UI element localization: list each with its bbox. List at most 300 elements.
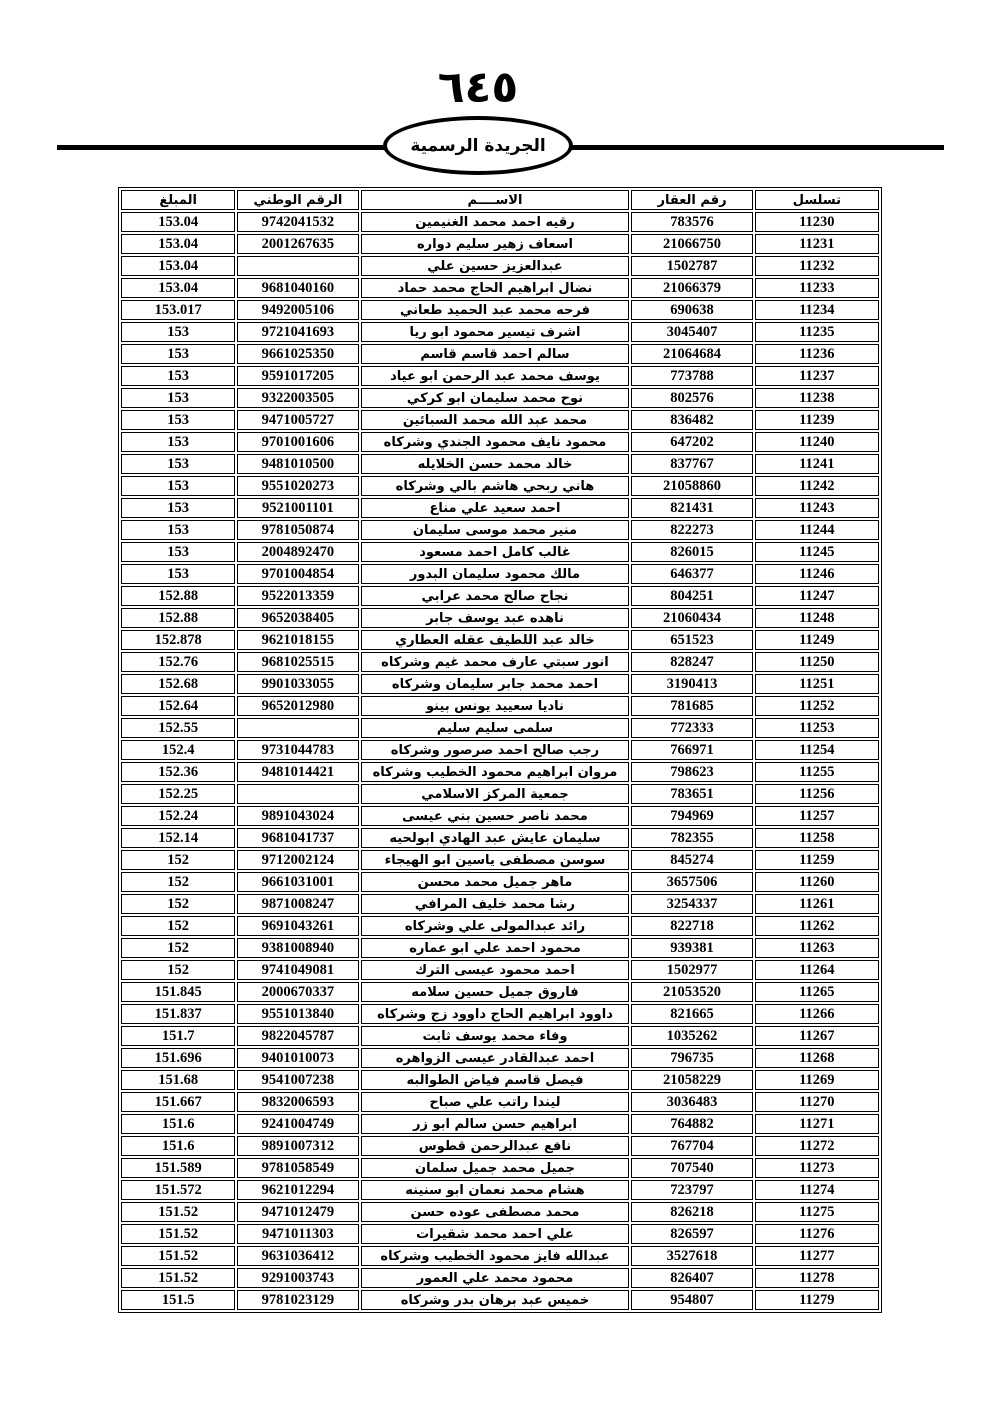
- records-table: [118, 187, 882, 1313]
- serial-cell: 11231: [755, 234, 879, 254]
- gazette-title-oval: [383, 116, 573, 175]
- table-row: [121, 894, 879, 914]
- table-row: [121, 916, 879, 936]
- name-cell: هاني ربحي هاشم بالي وشركاه: [361, 476, 630, 496]
- table-row: [121, 454, 879, 474]
- serial-cell: 11269: [755, 1070, 879, 1090]
- name-cell: سلمى سليم سليم: [361, 718, 630, 738]
- property-number-cell: 828247: [631, 652, 752, 672]
- name-cell: احمد سعيد علي مناع: [361, 498, 630, 518]
- table-row: [121, 1092, 879, 1112]
- name-cell: جميل محمد جميل سلمان: [361, 1158, 630, 1178]
- national-number-cell: 9241004749: [237, 1114, 358, 1134]
- amount-cell: 153: [121, 322, 235, 342]
- name-cell: غالب كامل احمد مسعود: [361, 542, 630, 562]
- name-cell: محمود محمد علي العمور: [361, 1268, 630, 1288]
- property-number-cell: 802576: [631, 388, 752, 408]
- amount-cell: 152.36: [121, 762, 235, 782]
- amount-cell: 152.64: [121, 696, 235, 716]
- table-row: [121, 630, 879, 650]
- property-number-cell: 651523: [631, 630, 752, 650]
- serial-cell: 11247: [755, 586, 879, 606]
- col-header-amount: المبلغ: [121, 190, 235, 210]
- name-cell: عبدالعزيز حسين علي: [361, 256, 630, 276]
- national-number-cell: 9621012294: [237, 1180, 358, 1200]
- national-number-cell: [237, 718, 358, 738]
- serial-cell: 11270: [755, 1092, 879, 1112]
- name-cell: هشام محمد نعمان ابو سنينه: [361, 1180, 630, 1200]
- name-cell: نضال ابراهيم الحاج محمد حماد: [361, 278, 630, 298]
- serial-cell: 11258: [755, 828, 879, 848]
- table-row: [121, 806, 879, 826]
- serial-cell: 11275: [755, 1202, 879, 1222]
- serial-cell: 11245: [755, 542, 879, 562]
- property-number-cell: 21053520: [631, 982, 752, 1002]
- national-number-cell: 9781058549: [237, 1158, 358, 1178]
- amount-cell: 153.04: [121, 256, 235, 276]
- name-cell: رائد عبدالمولى علي وشركاه: [361, 916, 630, 936]
- name-cell: خالد محمد حسن الخلايله: [361, 454, 630, 474]
- serial-cell: 11236: [755, 344, 879, 364]
- property-number-cell: 822718: [631, 916, 752, 936]
- name-cell: فيصل قاسم فياض الطوالبه: [361, 1070, 630, 1090]
- gazette-title: الجريدة الرسمية: [410, 135, 546, 156]
- property-number-cell: 772333: [631, 718, 752, 738]
- amount-cell: 152.4: [121, 740, 235, 760]
- serial-cell: 11239: [755, 410, 879, 430]
- property-number-cell: 804251: [631, 586, 752, 606]
- property-number-cell: 646377: [631, 564, 752, 584]
- serial-cell: 11271: [755, 1114, 879, 1134]
- property-number-cell: 845274: [631, 850, 752, 870]
- table-row: [121, 674, 879, 694]
- national-number-cell: 9471011303: [237, 1224, 358, 1244]
- table-row: [121, 784, 879, 804]
- name-cell: محمود احمد علي ابو عماره: [361, 938, 630, 958]
- amount-cell: 151.6: [121, 1136, 235, 1156]
- serial-cell: 11243: [755, 498, 879, 518]
- serial-cell: 11264: [755, 960, 879, 980]
- serial-cell: 11230: [755, 212, 879, 232]
- property-number-cell: 21058860: [631, 476, 752, 496]
- table-row: [121, 344, 879, 364]
- serial-cell: 11276: [755, 1224, 879, 1244]
- amount-cell: 153: [121, 454, 235, 474]
- amount-cell: 152.14: [121, 828, 235, 848]
- table-body: [121, 212, 879, 1310]
- name-cell: مالك محمود سليمان البدور: [361, 564, 630, 584]
- amount-cell: 152.55: [121, 718, 235, 738]
- property-number-cell: 1502787: [631, 256, 752, 276]
- name-cell: فرحه محمد عبد الحميد طعاني: [361, 300, 630, 320]
- property-number-cell: 3190413: [631, 674, 752, 694]
- national-number-cell: 9701001606: [237, 432, 358, 452]
- table-row: [121, 1268, 879, 1288]
- amount-cell: 153: [121, 542, 235, 562]
- table-row: [121, 1136, 879, 1156]
- name-cell: ناديا سعييد يونس بينو: [361, 696, 630, 716]
- amount-cell: 153: [121, 366, 235, 386]
- property-number-cell: 783651: [631, 784, 752, 804]
- national-number-cell: 9781050874: [237, 520, 358, 540]
- property-number-cell: 836482: [631, 410, 752, 430]
- name-cell: احمد محمود عيسى الترك: [361, 960, 630, 980]
- national-number-cell: 9322003505: [237, 388, 358, 408]
- serial-cell: 11279: [755, 1290, 879, 1310]
- amount-cell: 152: [121, 872, 235, 892]
- table-row: [121, 520, 879, 540]
- national-number-cell: 9591017205: [237, 366, 358, 386]
- name-cell: انور سبتي عارف محمد غيم وشركاه: [361, 652, 630, 672]
- serial-cell: 11274: [755, 1180, 879, 1200]
- serial-cell: 11278: [755, 1268, 879, 1288]
- national-number-cell: 9652038405: [237, 608, 358, 628]
- serial-cell: 11267: [755, 1026, 879, 1046]
- table-row: [121, 498, 879, 518]
- national-number-cell: 9701004854: [237, 564, 358, 584]
- serial-cell: 11246: [755, 564, 879, 584]
- table-row: [121, 476, 879, 496]
- property-number-cell: 21066750: [631, 234, 752, 254]
- name-cell: ابراهيم حسن سالم ابو زر: [361, 1114, 630, 1134]
- col-header-serial: تسلسل: [755, 190, 879, 210]
- name-cell: مروان ابراهيم محمود الخطيب وشركاه: [361, 762, 630, 782]
- property-number-cell: 821431: [631, 498, 752, 518]
- table-header-row: [121, 190, 879, 210]
- national-number-cell: 9691043261: [237, 916, 358, 936]
- serial-cell: 11238: [755, 388, 879, 408]
- national-number-cell: 9742041532: [237, 212, 358, 232]
- national-number-cell: 9741049081: [237, 960, 358, 980]
- col-header-name: الاســــم: [361, 190, 630, 210]
- national-number-cell: 9871008247: [237, 894, 358, 914]
- name-cell: جمعية المركز الاسلامي: [361, 784, 630, 804]
- table-row: [121, 652, 879, 672]
- name-cell: محمد عبد الله محمد السبائين: [361, 410, 630, 430]
- property-number-cell: 766971: [631, 740, 752, 760]
- table-row: [121, 1026, 879, 1046]
- national-number-cell: 9661031001: [237, 872, 358, 892]
- name-cell: فاروق جميل حسين سلامه: [361, 982, 630, 1002]
- serial-cell: 11260: [755, 872, 879, 892]
- table-row: [121, 410, 879, 430]
- amount-cell: 151.68: [121, 1070, 235, 1090]
- name-cell: خالد عبد اللطيف عقله العطاري: [361, 630, 630, 650]
- amount-cell: 153: [121, 388, 235, 408]
- table-row: [121, 1202, 879, 1222]
- name-cell: داوود ابراهيم الحاج داوود زج وشركاه: [361, 1004, 630, 1024]
- table-row: [121, 982, 879, 1002]
- national-number-cell: 2004892470: [237, 542, 358, 562]
- national-number-cell: 9891043024: [237, 806, 358, 826]
- serial-cell: 11262: [755, 916, 879, 936]
- amount-cell: 153: [121, 520, 235, 540]
- table-row: [121, 234, 879, 254]
- amount-cell: 153.04: [121, 278, 235, 298]
- amount-cell: 151.6: [121, 1114, 235, 1134]
- property-number-cell: 707540: [631, 1158, 752, 1178]
- amount-cell: 153: [121, 344, 235, 364]
- name-cell: احمد محمد جابر سليمان وشركاه: [361, 674, 630, 694]
- amount-cell: 152.88: [121, 586, 235, 606]
- property-number-cell: 3254337: [631, 894, 752, 914]
- national-number-cell: 9631036412: [237, 1246, 358, 1266]
- amount-cell: 152.68: [121, 674, 235, 694]
- table-row: [121, 872, 879, 892]
- national-number-cell: 9681040160: [237, 278, 358, 298]
- table-row: [121, 388, 879, 408]
- table-row: [121, 278, 879, 298]
- amount-cell: 152: [121, 894, 235, 914]
- property-number-cell: 21060434: [631, 608, 752, 628]
- amount-cell: 152.25: [121, 784, 235, 804]
- national-number-cell: 9291003743: [237, 1268, 358, 1288]
- name-cell: يوسف محمد عبد الرحمن ابو عياد: [361, 366, 630, 386]
- table-row: [121, 718, 879, 738]
- table-row: [121, 256, 879, 276]
- amount-cell: 153: [121, 498, 235, 518]
- property-number-cell: 782355: [631, 828, 752, 848]
- national-number-cell: 9522013359: [237, 586, 358, 606]
- amount-cell: 152.24: [121, 806, 235, 826]
- serial-cell: 11268: [755, 1048, 879, 1068]
- serial-cell: 11251: [755, 674, 879, 694]
- amount-cell: 151.52: [121, 1224, 235, 1244]
- national-number-cell: 9492005106: [237, 300, 358, 320]
- property-number-cell: 826015: [631, 542, 752, 562]
- national-number-cell: 9381008940: [237, 938, 358, 958]
- amount-cell: 152: [121, 938, 235, 958]
- national-number-cell: 9712002124: [237, 850, 358, 870]
- serial-cell: 11233: [755, 278, 879, 298]
- table-row: [121, 850, 879, 870]
- property-number-cell: 822273: [631, 520, 752, 540]
- property-number-cell: 954807: [631, 1290, 752, 1310]
- name-cell: عبدالله فايز محمود الخطيب وشركاه: [361, 1246, 630, 1266]
- amount-cell: 151.837: [121, 1004, 235, 1024]
- property-number-cell: 767704: [631, 1136, 752, 1156]
- serial-cell: 11240: [755, 432, 879, 452]
- national-number-cell: 9781023129: [237, 1290, 358, 1310]
- name-cell: رشا محمد خليف المرافي: [361, 894, 630, 914]
- national-number-cell: 9521001101: [237, 498, 358, 518]
- page-number: ٦٤٥: [437, 62, 519, 113]
- name-cell: سوسن مصطفى ياسين ابو الهيجاء: [361, 850, 630, 870]
- table-row: [121, 1048, 879, 1068]
- amount-cell: 152.878: [121, 630, 235, 650]
- table-row: [121, 828, 879, 848]
- national-number-cell: 9731044783: [237, 740, 358, 760]
- serial-cell: 11266: [755, 1004, 879, 1024]
- amount-cell: 152.76: [121, 652, 235, 672]
- national-number-cell: 9832006593: [237, 1092, 358, 1112]
- serial-cell: 11250: [755, 652, 879, 672]
- amount-cell: 151.7: [121, 1026, 235, 1046]
- table-row: [121, 1246, 879, 1266]
- table-row: [121, 762, 879, 782]
- amount-cell: 151.52: [121, 1246, 235, 1266]
- national-number-cell: 9551020273: [237, 476, 358, 496]
- amount-cell: 152.88: [121, 608, 235, 628]
- property-number-cell: 21064684: [631, 344, 752, 364]
- amount-cell: 152: [121, 850, 235, 870]
- table-row: [121, 1158, 879, 1178]
- property-number-cell: 764882: [631, 1114, 752, 1134]
- table-row: [121, 608, 879, 628]
- serial-cell: 11272: [755, 1136, 879, 1156]
- amount-cell: 151.5: [121, 1290, 235, 1310]
- name-cell: اسعاف زهير سليم دواره: [361, 234, 630, 254]
- table-row: [121, 960, 879, 980]
- national-number-cell: 9652012980: [237, 696, 358, 716]
- amount-cell: 151.667: [121, 1092, 235, 1112]
- name-cell: احمد عبدالقادر عيسى الزواهره: [361, 1048, 630, 1068]
- national-number-cell: 9681041737: [237, 828, 358, 848]
- amount-cell: 152: [121, 916, 235, 936]
- property-number-cell: 826407: [631, 1268, 752, 1288]
- national-number-cell: [237, 784, 358, 804]
- property-number-cell: 821665: [631, 1004, 752, 1024]
- table-row: [121, 740, 879, 760]
- property-number-cell: 939381: [631, 938, 752, 958]
- serial-cell: 11255: [755, 762, 879, 782]
- table-row: [121, 696, 879, 716]
- national-number-cell: 9481014421: [237, 762, 358, 782]
- property-number-cell: 723797: [631, 1180, 752, 1200]
- national-number-cell: 9551013840: [237, 1004, 358, 1024]
- amount-cell: 153: [121, 476, 235, 496]
- national-number-cell: 2000670337: [237, 982, 358, 1002]
- national-number-cell: 9621018155: [237, 630, 358, 650]
- serial-cell: 11259: [755, 850, 879, 870]
- name-cell: رجب صالح احمد صرصور وشركاه: [361, 740, 630, 760]
- serial-cell: 11261: [755, 894, 879, 914]
- national-number-cell: 9822045787: [237, 1026, 358, 1046]
- serial-cell: 11242: [755, 476, 879, 496]
- serial-cell: 11265: [755, 982, 879, 1002]
- national-number-cell: 9661025350: [237, 344, 358, 364]
- serial-cell: 11277: [755, 1246, 879, 1266]
- property-number-cell: 826218: [631, 1202, 752, 1222]
- national-number-cell: 9481010500: [237, 454, 358, 474]
- amount-cell: 152: [121, 960, 235, 980]
- table-row: [121, 366, 879, 386]
- name-cell: وفاء محمد يوسف ثابت: [361, 1026, 630, 1046]
- property-number-cell: 3527618: [631, 1246, 752, 1266]
- name-cell: ناهده عبد يوسف جابر: [361, 608, 630, 628]
- name-cell: نافع عبدالرحمن قطوس: [361, 1136, 630, 1156]
- name-cell: نجاح صالح محمد عرابي: [361, 586, 630, 606]
- amount-cell: 153.04: [121, 212, 235, 232]
- name-cell: علي احمد محمد شقيرات: [361, 1224, 630, 1244]
- table-row: [121, 300, 879, 320]
- amount-cell: 153.04: [121, 234, 235, 254]
- amount-cell: 151.696: [121, 1048, 235, 1068]
- national-number-cell: 9901033055: [237, 674, 358, 694]
- amount-cell: 153.017: [121, 300, 235, 320]
- name-cell: محمد ناصر حسين بني عيسى: [361, 806, 630, 826]
- property-number-cell: 690638: [631, 300, 752, 320]
- name-cell: سليمان عايش عبد الهادي ابولحيه: [361, 828, 630, 848]
- name-cell: ليندا راتب علي صباح: [361, 1092, 630, 1112]
- table-row: [121, 1070, 879, 1090]
- serial-cell: 11252: [755, 696, 879, 716]
- property-number-cell: 837767: [631, 454, 752, 474]
- serial-cell: 11248: [755, 608, 879, 628]
- amount-cell: 153: [121, 564, 235, 584]
- amount-cell: 151.52: [121, 1268, 235, 1288]
- national-number-cell: 9471012479: [237, 1202, 358, 1222]
- serial-cell: 11241: [755, 454, 879, 474]
- name-cell: اشرف تيسير محمود ابو ريا: [361, 322, 630, 342]
- table-row: [121, 564, 879, 584]
- serial-cell: 11237: [755, 366, 879, 386]
- serial-cell: 11273: [755, 1158, 879, 1178]
- national-number-cell: 9471005727: [237, 410, 358, 430]
- national-number-cell: 2001267635: [237, 234, 358, 254]
- national-number-cell: 9721041693: [237, 322, 358, 342]
- serial-cell: 11263: [755, 938, 879, 958]
- national-number-cell: 9401010073: [237, 1048, 358, 1068]
- property-number-cell: 21058229: [631, 1070, 752, 1090]
- property-number-cell: 796735: [631, 1048, 752, 1068]
- property-number-cell: 826597: [631, 1224, 752, 1244]
- property-number-cell: 1502977: [631, 960, 752, 980]
- name-cell: محمود نايف محمود الجندي وشركاه: [361, 432, 630, 452]
- property-number-cell: 3657506: [631, 872, 752, 892]
- property-number-cell: 798623: [631, 762, 752, 782]
- property-number-cell: 3045407: [631, 322, 752, 342]
- amount-cell: 151.845: [121, 982, 235, 1002]
- table-row: [121, 212, 879, 232]
- table-row: [121, 586, 879, 606]
- amount-cell: 151.589: [121, 1158, 235, 1178]
- serial-cell: 11232: [755, 256, 879, 276]
- col-header-national-number: الرقم الوطني: [237, 190, 358, 210]
- serial-cell: 11235: [755, 322, 879, 342]
- amount-cell: 153: [121, 432, 235, 452]
- serial-cell: 11244: [755, 520, 879, 540]
- table-row: [121, 1224, 879, 1244]
- table-row: [121, 1180, 879, 1200]
- amount-cell: 153: [121, 410, 235, 430]
- national-number-cell: [237, 256, 358, 276]
- table-row: [121, 542, 879, 562]
- amount-cell: 151.52: [121, 1202, 235, 1222]
- amount-cell: 151.572: [121, 1180, 235, 1200]
- serial-cell: 11234: [755, 300, 879, 320]
- name-cell: رقيه احمد محمد الغنيمين: [361, 212, 630, 232]
- name-cell: منير محمد موسى سليمان: [361, 520, 630, 540]
- name-cell: خميس عبد برهان بدر وشركاه: [361, 1290, 630, 1310]
- national-number-cell: 9891007312: [237, 1136, 358, 1156]
- name-cell: ماهر جميل محمد محسن: [361, 872, 630, 892]
- national-number-cell: 9681025515: [237, 652, 358, 672]
- national-number-cell: 9541007238: [237, 1070, 358, 1090]
- serial-cell: 11254: [755, 740, 879, 760]
- col-header-property-number: رقم العقار: [631, 190, 752, 210]
- serial-cell: 11249: [755, 630, 879, 650]
- table-row: [121, 432, 879, 452]
- property-number-cell: 3036483: [631, 1092, 752, 1112]
- table-row: [121, 1290, 879, 1310]
- serial-cell: 11257: [755, 806, 879, 826]
- property-number-cell: 783576: [631, 212, 752, 232]
- property-number-cell: 781685: [631, 696, 752, 716]
- name-cell: محمد مصطفى عوده حسن: [361, 1202, 630, 1222]
- property-number-cell: 1035262: [631, 1026, 752, 1046]
- table-row: [121, 938, 879, 958]
